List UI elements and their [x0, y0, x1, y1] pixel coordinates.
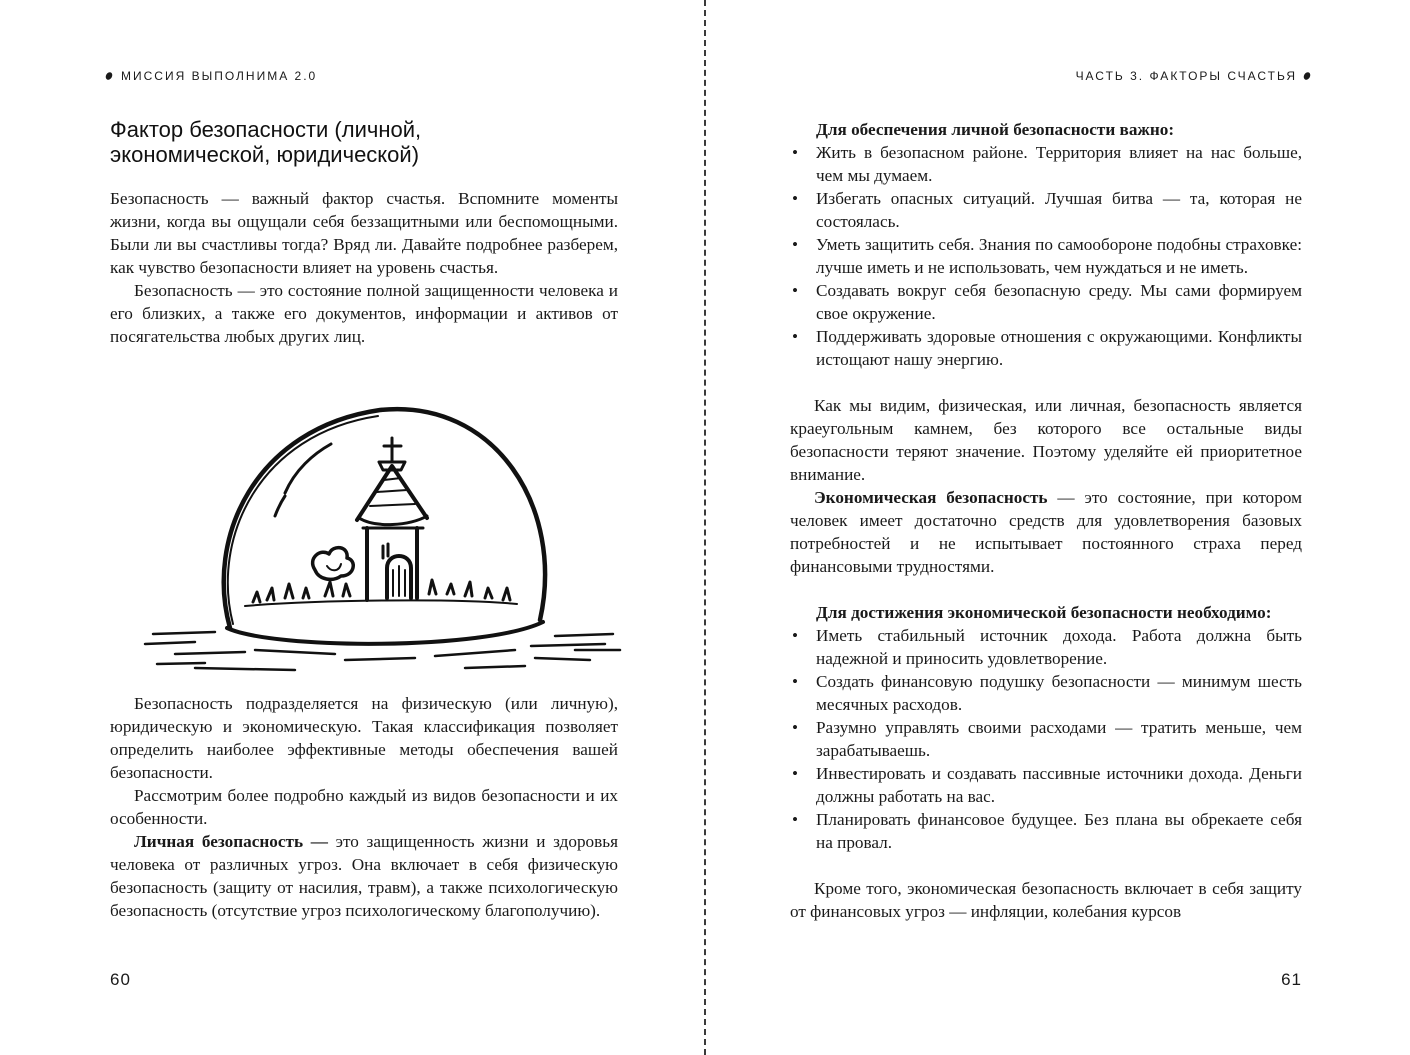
left-page — [110, 0, 618, 1055]
paragraph-financial-threats: Кроме того, экономическая безопасность включает в себя защиту от финансовых угроз — инфляции, колебания курсов — [790, 879, 1302, 921]
left-running-head — [106, 69, 317, 83]
personal-security-list — [790, 141, 1302, 371]
list-heading-economic — [790, 601, 1302, 624]
list-item: • Инвестировать и создавать пассивные источники дохода. Деньги должны работать на вас. — [790, 762, 1302, 808]
list-heading-personal-text: Для обеспечения личной безопасности важно: — [816, 120, 1175, 139]
list-heading-personal — [790, 118, 1302, 141]
paragraph-details: Рассмотрим более подробно каждый из видов безопасности и их особенности. — [110, 786, 618, 828]
list-item: • Создать финансовую подушку безопасности — минимум шесть месячных расходов. — [790, 670, 1302, 716]
term-economic-security: Экономическая безопасность — [814, 488, 1048, 507]
right-running-head — [1076, 69, 1310, 83]
list-heading-economic-text: Для достижения экономической безопасности необходимо: — [816, 603, 1272, 622]
bullet-dot-icon — [1302, 71, 1311, 81]
list-item: • Иметь стабильный источник дохода. Работа должна быть надежной и приносить удовлетворение. — [790, 624, 1302, 670]
right-page — [790, 0, 1302, 1055]
paragraph-intro: Безопасность — важный фактор счастья. Вспомните моменты жизни, когда вы ощущали себя беззащитными или беспомощными. Были ли вы счастливы тогда? Вряд ли. Давайте подробнее разберем, как чувство безопасности влияет на уровень счастья. — [110, 189, 618, 277]
left-running-head-text: МИССИЯ ВЫПОЛНИМА 2.0 — [121, 69, 318, 83]
left-intro-text — [110, 187, 618, 348]
list-item: • Уметь защитить себя. Знания по самообороне подобны страховке: лучше иметь и не использовать, чем нуждаться и не иметь. — [790, 233, 1302, 279]
left-body-text — [110, 692, 618, 922]
page-number-left: 60 — [110, 970, 131, 989]
term-personal-security: Личная безопасность — — [134, 832, 328, 851]
list-item: • Создавать вокруг себя безопасную среду. Мы сами формируем свое окружение. — [790, 279, 1302, 325]
list-item: • Поддерживать здоровые отношения с окружающими. Конфликты истощают нашу энергию. — [790, 325, 1302, 371]
economic-security-definition: — это состояние, при котором человек имеет достаточно средств для удовлетворения базовых потребностей и не испытывает постоянного страха перед финансовыми трудностями. — [790, 488, 1302, 576]
section-title — [110, 117, 618, 167]
economic-security-list — [790, 624, 1302, 854]
personal-security-definition: это защищенность жизни и здоровья человека от различных угроз. Она включает в себя физическую безопасность (защиту от насилия, травм), а также психологическую безопасность (отсутствие угроз психологическому благополучию). — [110, 832, 618, 920]
glass-dome-tower-icon — [135, 388, 625, 673]
page-number-right: 61 — [1281, 970, 1302, 989]
paragraph-definition: Безопасность — это состояние полной защищенности человека и его близких, а также его документов, информации и активов от посягательства любых других лиц. — [110, 281, 618, 346]
list-item: • Избегать опасных ситуаций. Лучшая битва — та, которая не состоялась. — [790, 187, 1302, 233]
paragraph-economic-security — [790, 486, 1302, 578]
paragraph-cornerstone: Как мы видим, физическая, или личная, безопасность является краеугольным камнем, без которого все остальные виды безопасности теряют значение. Поэтому уделяйте ей приоритетное внимание. — [790, 396, 1302, 484]
list-item: • Разумно управлять своими расходами — тратить меньше, чем зарабатываешь. — [790, 716, 1302, 762]
list-item: • Планировать финансовое будущее. Без плана вы обрекаете себя на провал. — [790, 808, 1302, 854]
paragraph-personal-security — [110, 830, 618, 922]
bullet-dot-icon — [104, 71, 113, 81]
section-title-line-1: Фактор безопасности (личной, — [110, 117, 422, 142]
right-running-head-text: ЧАСТЬ 3. ФАКТОРЫ СЧАСТЬЯ — [1075, 69, 1297, 83]
list-item: • Жить в безопасном районе. Территория влияет на нас больше, чем мы думаем. — [790, 141, 1302, 187]
section-title-line-2: экономической, юридической) — [110, 142, 420, 167]
book-spine-fold — [704, 0, 706, 1055]
right-body-text — [790, 118, 1302, 923]
paragraph-classification: Безопасность подразделяется на физическую (или личную), юридическую и экономическую. Такая классификация позволяет определить наиболее эффективные методы обеспечения вашей безопасности. — [110, 694, 618, 782]
